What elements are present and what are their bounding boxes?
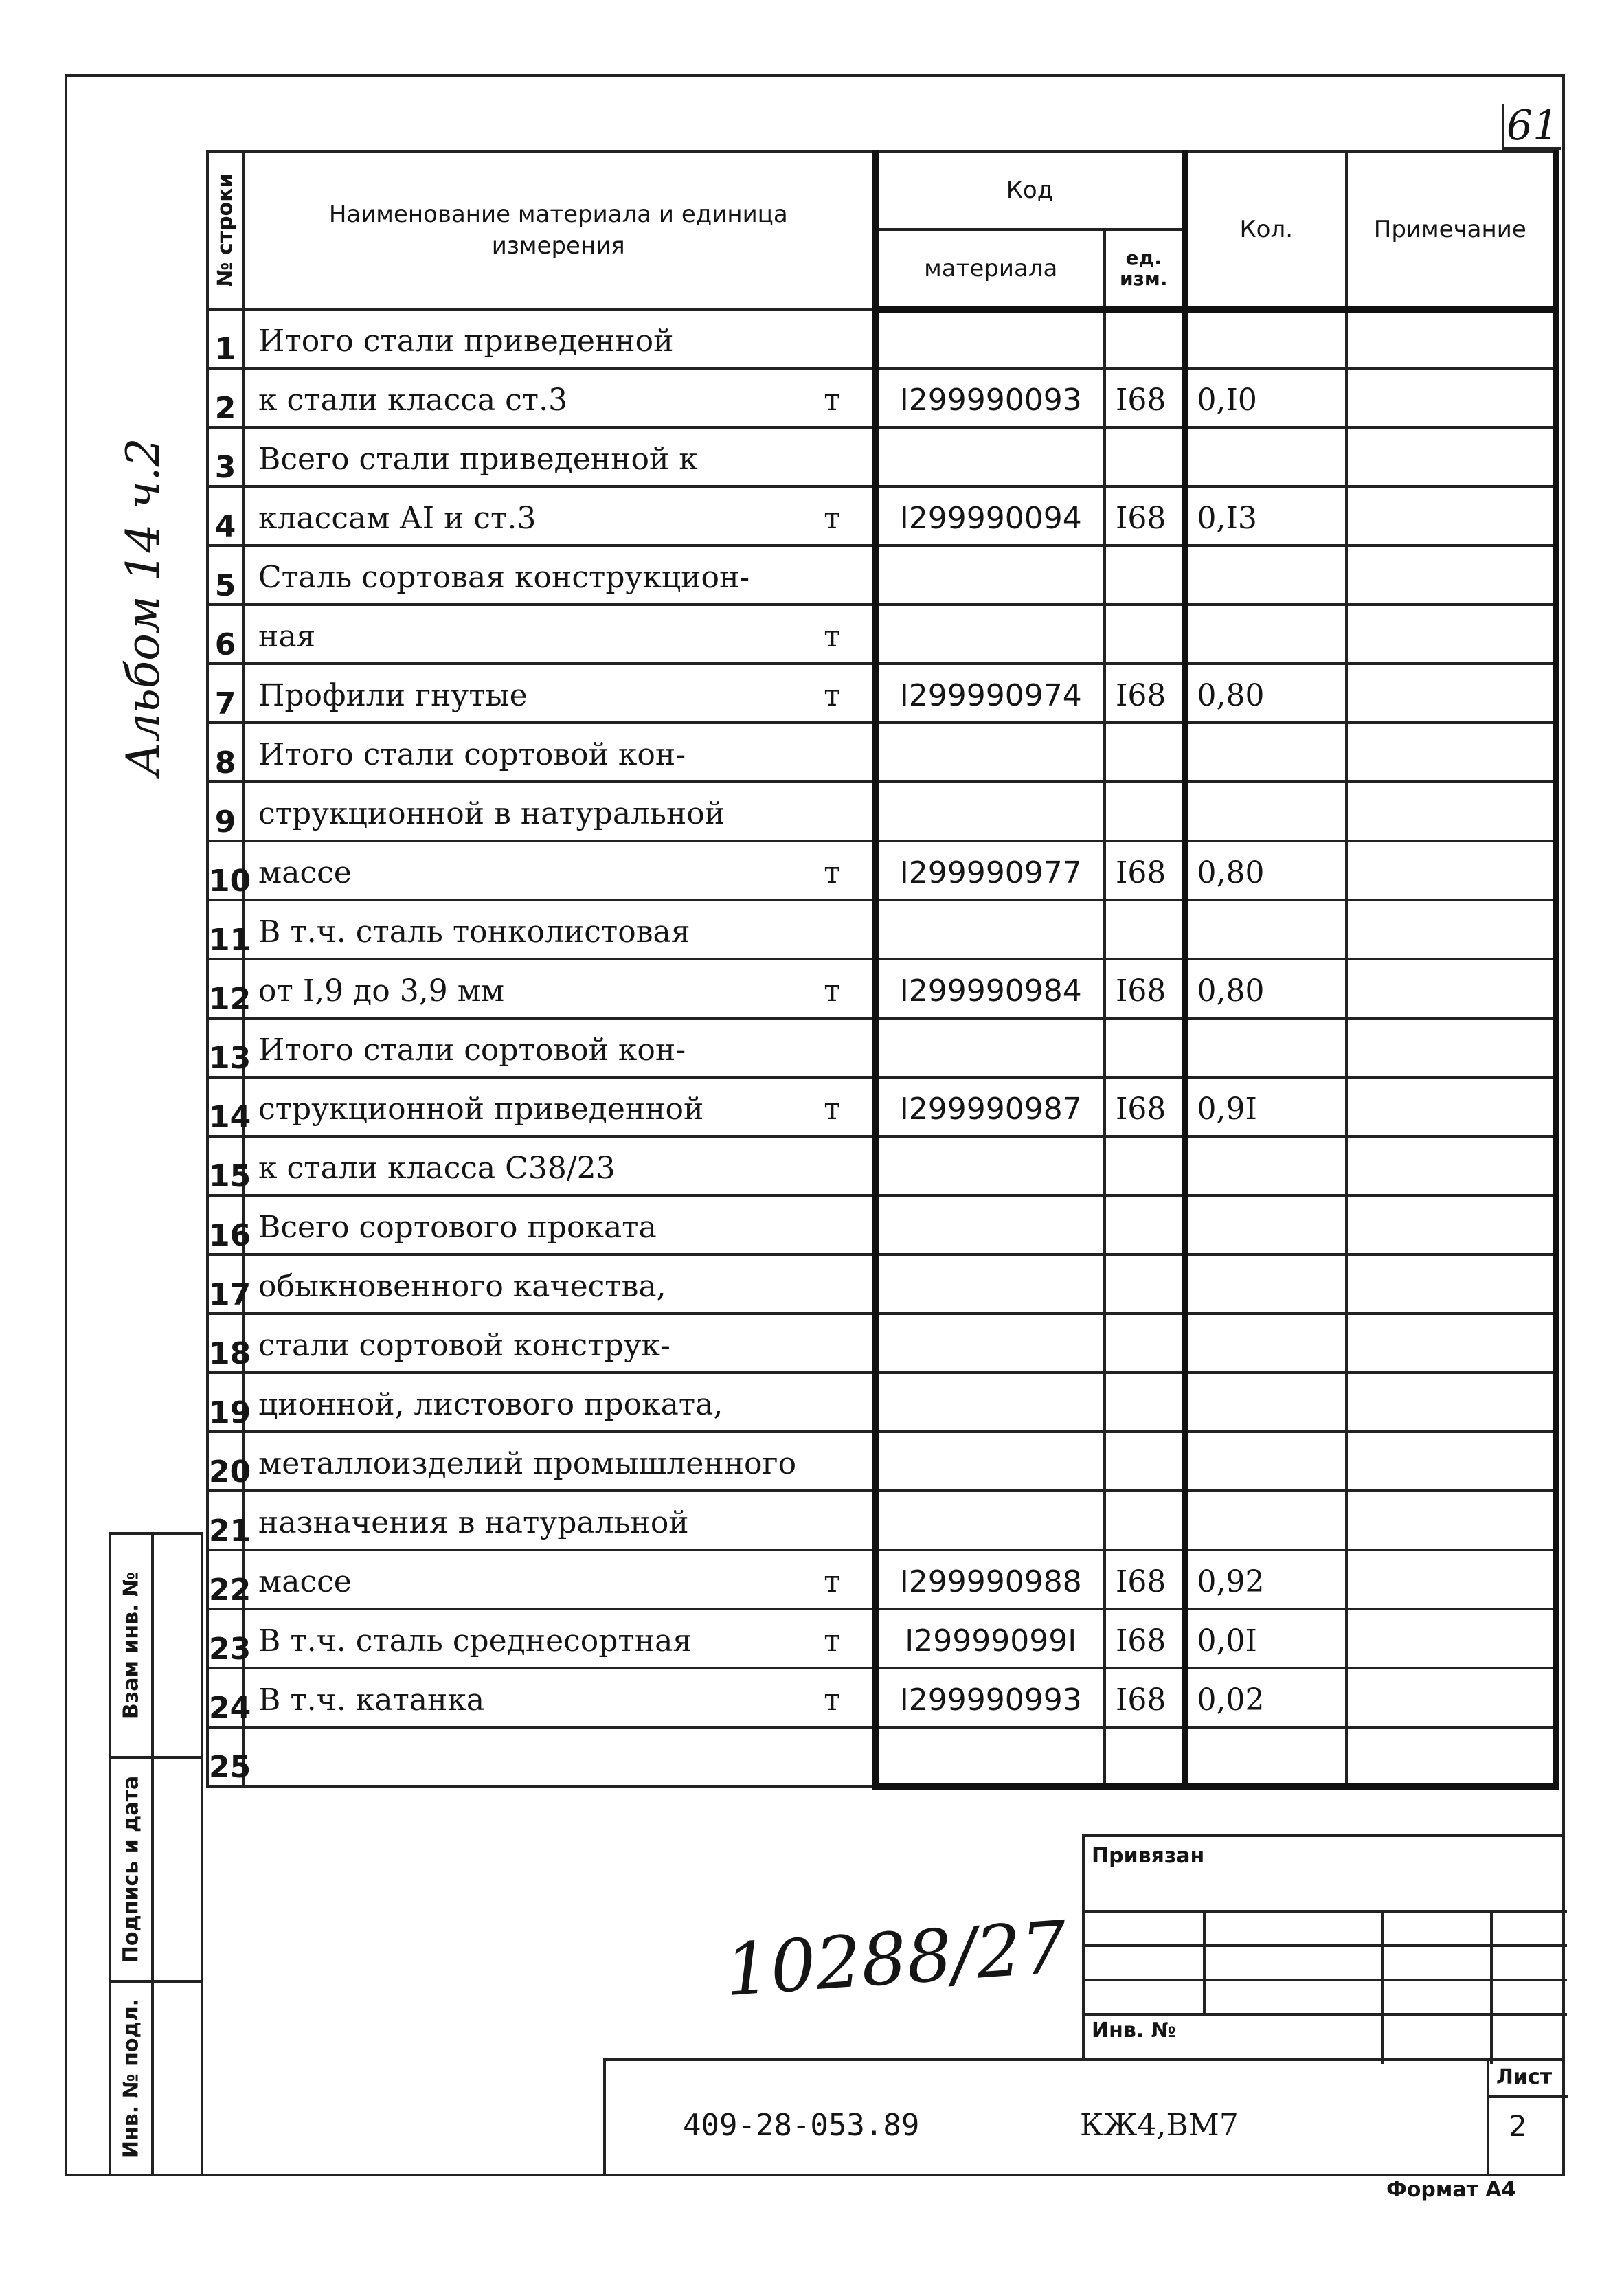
quantity: [1184, 309, 1346, 368]
table-row: [207, 486, 1555, 545]
unit-label: т: [824, 501, 841, 536]
row-number: 3: [207, 427, 243, 486]
row-number: 13: [207, 1018, 243, 1077]
quantity: 0,02: [1184, 1668, 1346, 1727]
row-number: 10: [207, 841, 243, 900]
table-row: [207, 664, 1555, 723]
material-code: I299990093: [875, 368, 1105, 427]
material-code: [875, 1254, 1105, 1314]
uom-code: I68: [1105, 959, 1184, 1018]
note: [1346, 1018, 1555, 1077]
material-name-text: Итого стали сортовой кон-: [258, 737, 686, 772]
material-code: I299990094: [875, 486, 1105, 545]
uom-code: [1105, 900, 1184, 959]
note: [1346, 1432, 1555, 1491]
note: [1346, 605, 1555, 664]
unit-label: т: [824, 1092, 841, 1127]
header-code: Код: [875, 151, 1184, 229]
unit-label: т: [824, 973, 841, 1009]
material-name: [243, 664, 875, 723]
uom-code: [1105, 723, 1184, 782]
uom-code: [1105, 605, 1184, 664]
quantity: [1184, 427, 1346, 486]
unit-label: т: [824, 1564, 841, 1599]
quantity: [1184, 1727, 1346, 1786]
row-number: 23: [207, 1609, 243, 1668]
format-label: Формат А4: [1386, 2178, 1516, 2202]
uom-code: [1105, 1314, 1184, 1373]
note: [1346, 1136, 1555, 1195]
material-name-text: обыкновенного качества,: [258, 1269, 666, 1304]
note: [1346, 1254, 1555, 1314]
material-name: [243, 1727, 875, 1786]
sheet-label: Лист: [1496, 2065, 1553, 2089]
table-row: [207, 1077, 1555, 1136]
material-code: [875, 1491, 1105, 1550]
note: [1346, 1077, 1555, 1136]
strip-podpis-data: Подпись и дата: [109, 1756, 154, 1983]
unit-label: т: [824, 1623, 841, 1658]
material-name: [243, 900, 875, 959]
uom-code: [1105, 782, 1184, 841]
unit-label: т: [824, 678, 841, 713]
material-name: [243, 1254, 875, 1314]
row-number: 11: [207, 900, 243, 959]
material-name: [243, 427, 875, 486]
stamp-line: [1381, 1910, 1384, 2064]
table-row: [207, 545, 1555, 605]
row-number: 25: [207, 1727, 243, 1786]
quantity: 0,I0: [1184, 368, 1346, 427]
table-row: [207, 309, 1555, 368]
material-code: [875, 545, 1105, 605]
quantity: 0,92: [1184, 1550, 1346, 1609]
note: [1346, 427, 1555, 486]
uom-code: I68: [1105, 1550, 1184, 1609]
quantity: [1184, 1373, 1346, 1432]
quantity: [1184, 1432, 1346, 1491]
material-name: [243, 1550, 875, 1609]
material-name: [243, 1609, 875, 1668]
unit-label: т: [824, 383, 841, 418]
table-row: [207, 900, 1555, 959]
material-code: [875, 1373, 1105, 1432]
uom-code: [1105, 1254, 1184, 1314]
unit-label: т: [824, 1682, 841, 1718]
material-code: I299990988: [875, 1550, 1105, 1609]
document-mark: КЖ4,ВМ7: [1080, 2108, 1239, 2143]
note: [1346, 841, 1555, 900]
table-row: [207, 368, 1555, 427]
material-code: [875, 782, 1105, 841]
material-name-text: Профили гнутые: [258, 678, 528, 713]
material-name-text: В т.ч. катанка: [258, 1682, 485, 1718]
table-row: [207, 1136, 1555, 1195]
material-name-text: В т.ч. сталь тонколистовая: [258, 914, 690, 949]
material-name: [243, 1491, 875, 1550]
note: [1346, 723, 1555, 782]
uom-code: [1105, 427, 1184, 486]
material-name-text: назначения в натуральной: [258, 1505, 689, 1540]
header-material-code: материала: [875, 229, 1105, 309]
row-number: 18: [207, 1314, 243, 1373]
material-name: [243, 1018, 875, 1077]
material-code: I299990993: [875, 1668, 1105, 1727]
material-name: [243, 841, 875, 900]
title-block-divider: [1487, 2095, 1568, 2098]
unit-label: т: [824, 855, 841, 890]
material-name: [243, 723, 875, 782]
material-code: I299990977: [875, 841, 1105, 900]
table-row: [207, 1018, 1555, 1077]
material-name-text: массе: [258, 855, 352, 890]
quantity: 0,9I: [1184, 1077, 1346, 1136]
material-name: [243, 1373, 875, 1432]
unit-label: т: [824, 619, 841, 654]
material-name: [243, 545, 875, 605]
note: [1346, 309, 1555, 368]
material-name: [243, 368, 875, 427]
uom-code: [1105, 1018, 1184, 1077]
table-row: [207, 1609, 1555, 1668]
table-row: [207, 1727, 1555, 1786]
material-name: [243, 1136, 875, 1195]
material-name: [243, 1195, 875, 1254]
stamp-line: [1203, 1910, 1206, 2013]
uom-code: I68: [1105, 841, 1184, 900]
material-name: [243, 959, 875, 1018]
row-number: 12: [207, 959, 243, 1018]
note: [1346, 486, 1555, 545]
table-row: [207, 1491, 1555, 1550]
row-number: 21: [207, 1491, 243, 1550]
row-number: 17: [207, 1254, 243, 1314]
note: [1346, 1609, 1555, 1668]
quantity: 0,I3: [1184, 486, 1346, 545]
material-code: [875, 723, 1105, 782]
row-number: 24: [207, 1668, 243, 1727]
note: [1346, 368, 1555, 427]
table-body: [207, 309, 1555, 1786]
quantity: [1184, 900, 1346, 959]
privyazan-stamp: [1082, 1834, 1564, 2061]
sheet-number: 61: [1502, 104, 1561, 150]
note: [1346, 1195, 1555, 1254]
uom-code: [1105, 545, 1184, 605]
quantity: [1184, 723, 1346, 782]
quantity: 0,0I: [1184, 1609, 1346, 1668]
stamp-line: [1085, 1944, 1567, 1947]
material-code: [875, 605, 1105, 664]
material-name-text: ная: [258, 619, 316, 654]
material-code: I299990984: [875, 959, 1105, 1018]
material-name-text: к стали класса С38/23: [258, 1151, 616, 1186]
quantity: [1184, 1018, 1346, 1077]
uom-code: [1105, 1727, 1184, 1786]
table-row: [207, 723, 1555, 782]
note: [1346, 959, 1555, 1018]
table-row: [207, 782, 1555, 841]
specification-table: [206, 150, 1559, 1790]
material-code: I299990987: [875, 1077, 1105, 1136]
row-number: 15: [207, 1136, 243, 1195]
row-number: 20: [207, 1432, 243, 1491]
material-name: [243, 782, 875, 841]
strip-vzam-inv: Взам инв. №: [109, 1532, 154, 1759]
material-name: [243, 1314, 875, 1373]
uom-code: [1105, 1136, 1184, 1195]
material-name-text: ционной, листового проката,: [258, 1387, 723, 1422]
uom-code: I68: [1105, 664, 1184, 723]
note: [1346, 664, 1555, 723]
uom-code: [1105, 1491, 1184, 1550]
material-name-text: массе: [258, 1564, 352, 1599]
row-number: 19: [207, 1373, 243, 1432]
material-name: [243, 605, 875, 664]
strip-inv-podl: Инв. № подл.: [109, 1980, 154, 2176]
quantity: [1184, 782, 1346, 841]
table-row: [207, 1195, 1555, 1254]
material-code: [875, 900, 1105, 959]
note: [1346, 1491, 1555, 1550]
material-name-text: В т.ч. сталь среднесортная: [258, 1623, 692, 1658]
note: [1346, 1373, 1555, 1432]
header-qty: Кол.: [1184, 151, 1346, 309]
quantity: 0,80: [1184, 664, 1346, 723]
row-number: 4: [207, 486, 243, 545]
quantity: [1184, 1314, 1346, 1373]
material-code: [875, 427, 1105, 486]
row-number: 9: [207, 782, 243, 841]
row-number: 14: [207, 1077, 243, 1136]
table-row: [207, 959, 1555, 1018]
material-name-text: металлоизделий промышленного: [258, 1446, 797, 1481]
stamp-line: [1085, 1979, 1567, 1981]
uom-code: [1105, 1373, 1184, 1432]
note: [1346, 782, 1555, 841]
material-name-text: Итого стали сортовой кон-: [258, 1033, 686, 1068]
sheet-value: 2: [1509, 2109, 1527, 2143]
material-code: [875, 1195, 1105, 1254]
material-name: [243, 309, 875, 368]
header-row-number: № строки: [207, 151, 243, 309]
stamp-line: [1085, 1910, 1567, 1913]
material-code: [875, 1018, 1105, 1077]
header-material-name: Наименование материала и единица измерения: [243, 151, 875, 309]
stamp-line: [1085, 2013, 1567, 2016]
table-row: [207, 841, 1555, 900]
note: [1346, 900, 1555, 959]
handwritten-number: 10288/27: [722, 1904, 1070, 2013]
table-row: [207, 1668, 1555, 1727]
uom-code: [1105, 1432, 1184, 1491]
material-name-text: Сталь сортовая конструкцион-: [258, 560, 750, 595]
quantity: 0,80: [1184, 841, 1346, 900]
row-number: 8: [207, 723, 243, 782]
table-row: [207, 1314, 1555, 1373]
material-name-text: струкционной приведенной: [258, 1092, 704, 1127]
table-row: [207, 427, 1555, 486]
material-code: [875, 1432, 1105, 1491]
material-code: I299990974: [875, 664, 1105, 723]
album-note: Альбом 14 ч.2: [117, 438, 170, 776]
quantity: [1184, 605, 1346, 664]
note: [1346, 1727, 1555, 1786]
inv-no-label: Инв. №: [1092, 2018, 1176, 2042]
uom-code: I68: [1105, 1609, 1184, 1668]
note: [1346, 1314, 1555, 1373]
uom-code: [1105, 1195, 1184, 1254]
strip-vzam-inv-value: [153, 1532, 203, 1759]
header-uom-code: ед. изм.: [1105, 229, 1184, 309]
quantity: [1184, 1195, 1346, 1254]
row-number: 5: [207, 545, 243, 605]
row-number: 22: [207, 1550, 243, 1609]
material-name: [243, 1432, 875, 1491]
material-name-text: стали сортовой конструк-: [258, 1328, 670, 1363]
material-code: [875, 309, 1105, 368]
material-code: [875, 1314, 1105, 1373]
uom-code: I68: [1105, 486, 1184, 545]
row-number: 6: [207, 605, 243, 664]
material-name-text: Всего сортового проката: [258, 1210, 657, 1245]
title-block: [603, 2058, 1565, 2176]
strip-inv-podl-value: [153, 1980, 203, 2176]
table-row: [207, 1432, 1555, 1491]
quantity: [1184, 1254, 1346, 1314]
material-name: [243, 1077, 875, 1136]
uom-code: [1105, 309, 1184, 368]
quantity: [1184, 1491, 1346, 1550]
table-row: [207, 1254, 1555, 1314]
material-name-text: струкционной в натуральной: [258, 796, 725, 831]
quantity: 0,80: [1184, 959, 1346, 1018]
material-name: [243, 486, 875, 545]
material-code: [875, 1727, 1105, 1786]
uom-code: I68: [1105, 1668, 1184, 1727]
table-row: [207, 1373, 1555, 1432]
table-row: [207, 605, 1555, 664]
privyazan-label: Привязан: [1092, 1844, 1205, 1868]
material-name-text: Всего стали приведенной к: [258, 442, 698, 477]
quantity: [1184, 1136, 1346, 1195]
uom-code: I68: [1105, 368, 1184, 427]
row-number: 7: [207, 664, 243, 723]
material-name-text: классам АI и ст.3: [258, 501, 537, 536]
note: [1346, 545, 1555, 605]
material-name-text: к стали класса ст.3: [258, 383, 568, 418]
title-block-divider: [1487, 2061, 1489, 2176]
row-number: 2: [207, 368, 243, 427]
material-code: I29999099I: [875, 1609, 1105, 1668]
stamp-line: [1490, 1910, 1493, 2064]
material-name: [243, 1668, 875, 1727]
header-note: Примечание: [1346, 151, 1555, 309]
strip-podpis-data-value: [153, 1756, 203, 1983]
table-row: [207, 1550, 1555, 1609]
row-number: 16: [207, 1195, 243, 1254]
document-number: 409-28-053.89: [683, 2108, 920, 2143]
material-code: [875, 1136, 1105, 1195]
note: [1346, 1550, 1555, 1609]
quantity: [1184, 545, 1346, 605]
uom-code: I68: [1105, 1077, 1184, 1136]
note: [1346, 1668, 1555, 1727]
material-name-text: от I,9 до 3,9 мм: [258, 973, 505, 1009]
material-name-text: Итого стали приведенной: [258, 324, 674, 359]
row-number: 1: [207, 309, 243, 368]
